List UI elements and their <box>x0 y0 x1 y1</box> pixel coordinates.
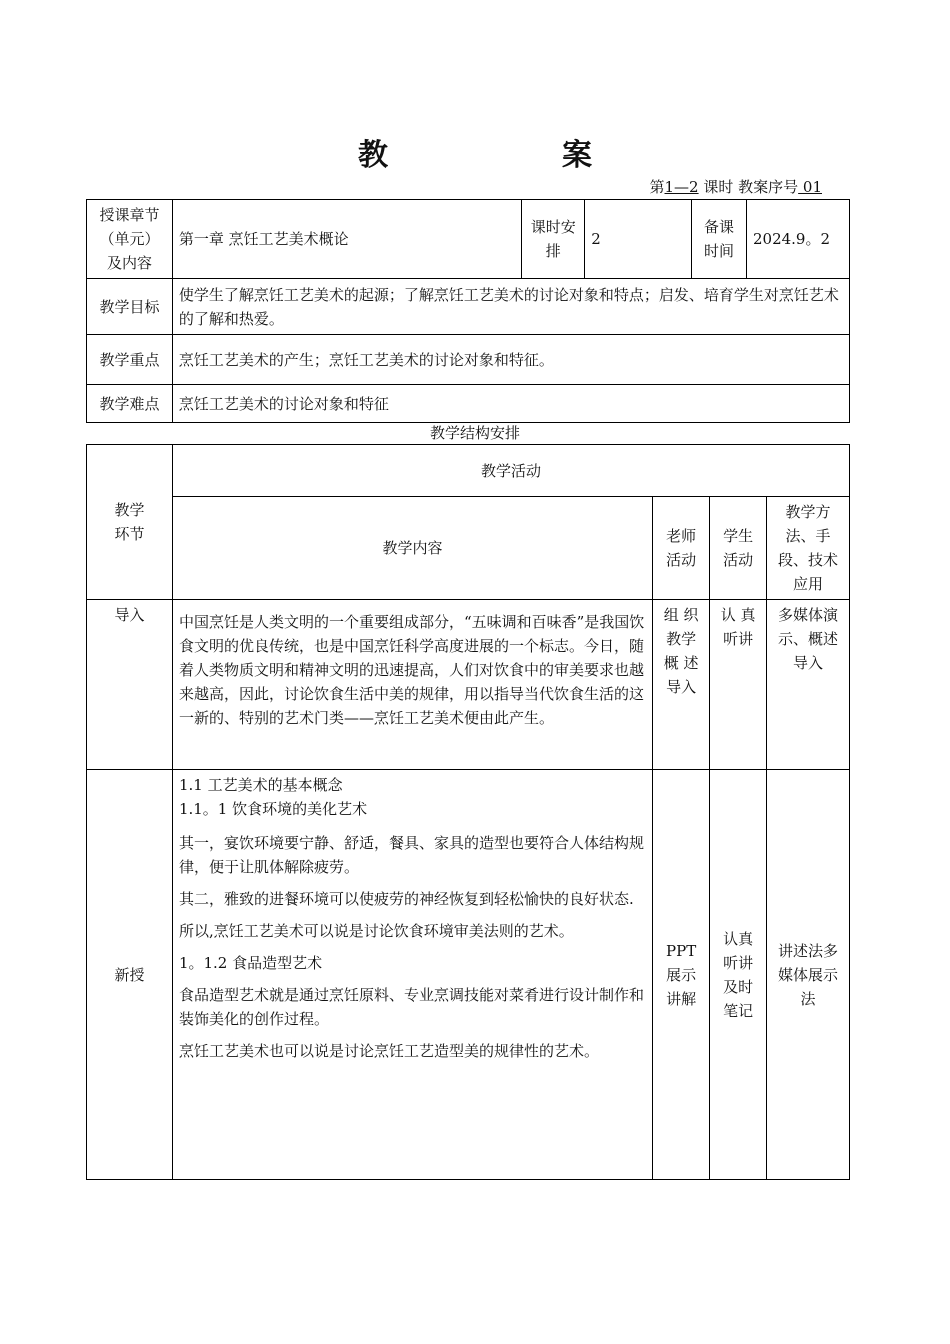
chapter-value: 第一章 烹饪工艺美术概论 <box>172 200 521 279</box>
stage-cell: 新授 <box>87 770 173 1180</box>
table-row <box>87 770 850 1180</box>
meta-period: 1—2 <box>664 178 699 196</box>
student-cell: 认 真听讲 <box>710 600 767 770</box>
date-value: 2024.9。2 <box>746 200 849 279</box>
table-row <box>87 600 850 770</box>
method-cell: 多媒体演示、概述导入 <box>767 600 850 770</box>
content-paragraph: 烹饪工艺美术也可以说是讨论烹饪工艺造型美的规律性的艺术。 <box>178 1042 599 1060</box>
page-title: 教 案 <box>358 138 664 173</box>
col-teacher: 老师活动 <box>653 497 710 600</box>
col-content: 教学内容 <box>172 497 652 600</box>
meta-prefix: 第 <box>649 178 665 196</box>
col-method: 教学方法、手段、技术应用 <box>767 497 850 600</box>
content-paragraph: 1.1。1 饮食环境的美化艺术 <box>178 800 368 818</box>
content-cell <box>172 600 652 770</box>
goal-label: 教学目标 <box>87 279 173 335</box>
content-paragraph: 1.1 工艺美术的基本概念 <box>178 776 343 794</box>
content-paragraph: 所以,烹饪工艺美术可以说是讨论饮食环境审美法则的艺术。 <box>178 922 574 940</box>
key-label: 教学重点 <box>87 335 173 385</box>
content-paragraph: 中国烹饪是人类文明的一个重要组成部分，“五味调和百味香”是我国饮食文明的优良传统，也是中国烹饪科学高度进展的一个标志。今日，随着人类物质文明和精神文明的迅速提高，人们对饮食中的审美要求也越来越高，因此，讨论饮食生活中美的规律，用以指导当代饮食生活的这一新的、特别的艺术门类——烹饪工艺美术便由此产生。 <box>178 613 645 727</box>
teacher-cell: PPT展示讲解 <box>653 770 710 1180</box>
content-paragraph: 其一，宴饮环境要宁静、舒适，餐具、家具的造型也要符合人体结构规律，便于让肌体解除疲劳。 <box>178 834 644 876</box>
info-table <box>86 199 850 423</box>
chapter-label: 授课章节（单元）及内容 <box>87 200 173 279</box>
stage-cell: 导入 <box>87 600 173 770</box>
hours-label: 课时安排 <box>522 200 585 279</box>
structure-caption: 教学结构安排 <box>429 424 520 442</box>
content-cell <box>172 770 652 1180</box>
col-stage: 教学环节 <box>87 445 173 600</box>
content-paragraph: 1。1.2 食品造型艺术 <box>178 954 323 972</box>
method-cell: 讲述法多媒体展示法 <box>767 770 850 1180</box>
col-student: 学生活动 <box>710 497 767 600</box>
content-paragraph: 其二，雅致的进餐环境可以使疲劳的神经恢复到轻松愉快的良好状态. <box>178 890 634 908</box>
meta-number: 01 <box>798 178 822 196</box>
col-activity: 教学活动 <box>172 445 849 497</box>
structure-table <box>86 444 850 1180</box>
key-value: 烹饪工艺美术的产生；烹饪工艺美术的讨论对象和特征。 <box>172 335 849 385</box>
meta-mid: 课时 教案序号 <box>698 178 799 196</box>
lesson-meta <box>649 176 840 197</box>
goal-value: 使学生了解烹饪工艺美术的起源；了解烹饪工艺美术的讨论对象和特点；启发、培育学生对烹饪艺术的了解和热爱。 <box>172 279 849 335</box>
content-paragraph: 食品造型艺术就是通过烹饪原料、专业烹调技能对菜肴进行设计制作和装饰美化的创作过程。 <box>178 986 644 1028</box>
hours-value: 2 <box>585 200 692 279</box>
teacher-cell: 组 织教学概 述导入 <box>653 600 710 770</box>
difficulty-label: 教学难点 <box>87 385 173 423</box>
difficulty-value: 烹饪工艺美术的讨论对象和特征 <box>172 385 849 423</box>
student-cell: 认真听讲及时笔记 <box>710 770 767 1180</box>
date-label: 备课时间 <box>692 200 747 279</box>
